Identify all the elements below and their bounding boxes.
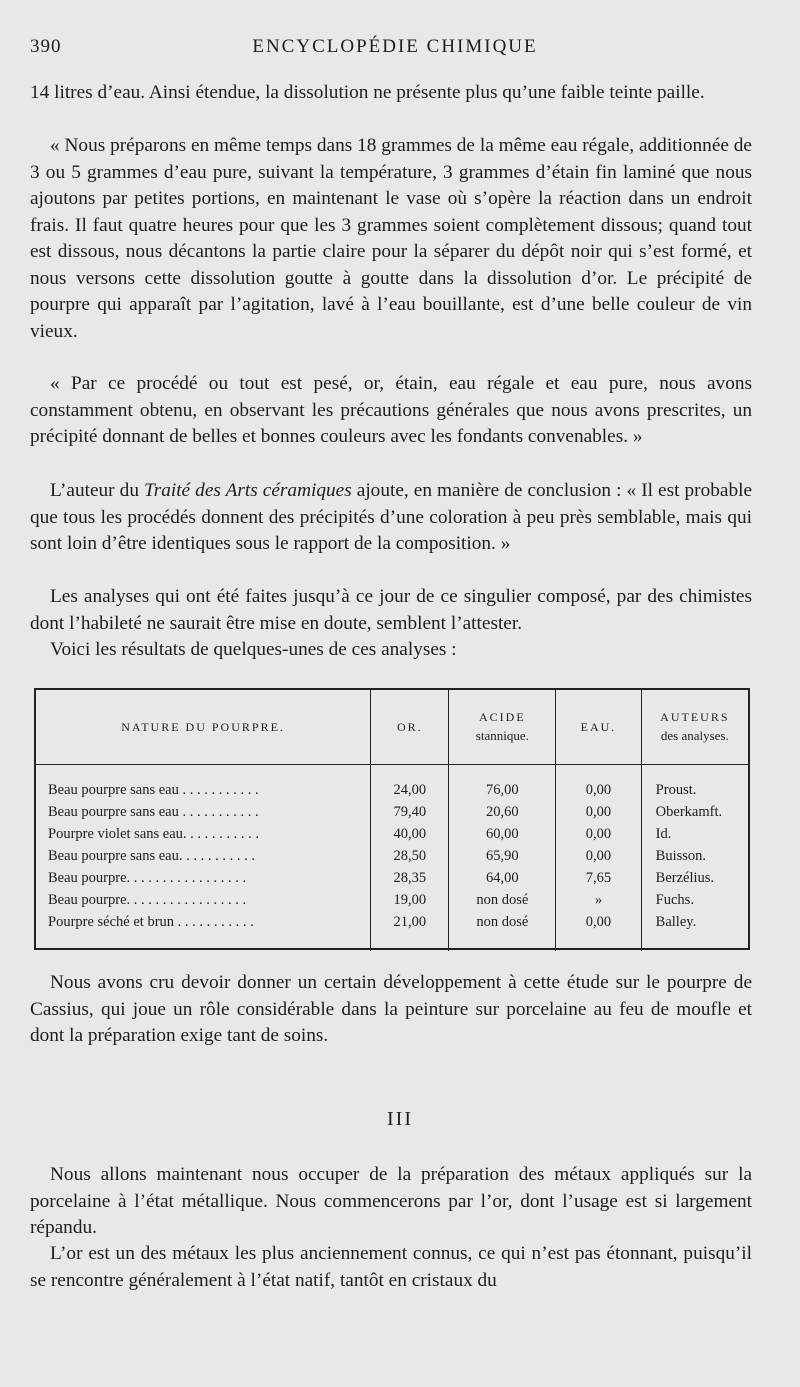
table-row [36,911,748,933]
cell-auteur: Id. [641,823,748,845]
paragraph-or-native-text: L’or est un des métaux les plus anciennement connus, ce qui n’est pas étonnant, puisqu’il se rencontre généralement à l’état natif, tantôt en cristaux du [30,1243,752,1291]
cell-or: 28,35 [371,867,449,889]
header-nature: NATURE DU POURPRE. [36,690,371,765]
running-title: ENCYCLOPÉDIE CHIMIQUE [252,36,538,57]
cell-eau: 0,00 [556,911,641,933]
cell-acide: 60,00 [449,823,556,845]
cell-nature: Beau pourpre sans eau . . . . . . . . . . . [48,803,259,820]
cell-nature: Beau pourpre. . . . . . . . . . . . . . . . . [48,891,247,908]
paragraph-metals-intro [30,1162,752,1242]
table-row [36,765,748,802]
cell-eau: 0,00 [556,845,641,867]
cell-or: 19,00 [371,889,449,911]
table-filler-row [36,933,748,951]
cell-acide: 65,90 [449,845,556,867]
cell-nature: Beau pourpre sans eau. . . . . . . . . . . [48,847,255,864]
cell-nature: Beau pourpre. . . . . . . . . . . . . . . . . [48,869,247,886]
cell-eau: 7,65 [556,867,641,889]
cell-auteur: Berzélius. [641,867,748,889]
paragraph-intro-table [30,637,752,664]
conclusion-after: ajoute, en manière de conclusion : « Il est probable que tous les procédés donnent des précipités d’une coloration à peu près semblable, mais qui sont loin d’être identiques sous le rapport de la composition. » [30,480,753,554]
paragraph-quote-preparation [30,133,752,345]
table-row [36,823,748,845]
analyses-table [34,688,750,950]
cell-auteur: Fuchs. [641,889,748,911]
paragraph-after-table-text: Nous avons cru devoir donner un certain développement à cette étude sur le pourpre de Cassius, qui joue un rôle considérable dans la peinture sur porcelaine au feu de moufle et dont la préparation exige tant de soins. [30,972,752,1046]
page-number: 390 [30,36,62,57]
table-row [36,845,748,867]
cell-or: 21,00 [371,911,449,933]
cell-eau: 0,00 [556,765,641,802]
cell-acide: non dosé [449,889,556,911]
cell-auteur: Oberkamft. [641,801,748,823]
cell-or: 40,00 [371,823,449,845]
paragraph-analyses [30,584,752,637]
cell-or: 24,00 [371,765,449,802]
cell-nature: Pourpre violet sans eau. . . . . . . . . . . [48,825,260,842]
cell-nature: Beau pourpre sans eau . . . . . . . . . . . [48,781,259,798]
table-row [36,867,748,889]
paragraph-metals-intro-text: Nous allons maintenant nous occuper de la préparation des métaux appliqués sur la porcelaine à l’état métallique. Nous commencerons par l’or, dont l’usage est si largement répandu. [30,1164,752,1238]
cell-acide: 76,00 [449,765,556,802]
paragraph-or-native [30,1241,752,1294]
cell-eau: » [556,889,641,911]
header-eau: EAU. [556,690,641,765]
header-acide-label: ACIDE [479,710,526,724]
header-acide [449,690,556,765]
paragraph-after-table [30,970,752,1050]
paragraph-quote-preparation-text: « Nous préparons en même temps dans 18 grammes de la même eau régale, additionnée de 3 ou 5 grammes d’eau pure, suivant la température, 3 grammes d’étain fin laminé que nous ajoutons par petites portions, en maintenant le vase où s’opère la réaction dans un endroit frais. Il faut quatre heures pour que les 3 grammes soient complètement dissous; quand tout est dissous, nous décantons la partie claire pour la séparer du dépôt noir qui s’est formé, et nous versons cette dissolution goutte à goutte dans la dissolution d’or. Le précipité de pourpre qui apparaît par l’agitation, lavé à l’eau bouillante, est d’une belle couleur de vin vieux. [30,135,752,342]
cell-or: 79,40 [371,801,449,823]
table-header-row [36,690,748,765]
cell-nature: Pourpre séché et brun . . . . . . . . . . . [48,913,254,930]
cell-auteur: Buisson. [641,845,748,867]
paragraph-analyses-text: Les analyses qui ont été faites jusqu’à ce jour de ce singulier composé, par des chimistes dont l’habileté ne saurait être mise en doute, semblent l’attester. [30,586,752,634]
paragraph-intro-table-text: Voici les résultats de quelques-unes de ces analyses : [50,639,457,660]
cell-or: 28,50 [371,845,449,867]
paragraph-continuation: 14 litres d’eau. Ainsi étendue, la dissolution ne présente plus qu’une faible teinte paille. [30,82,705,103]
header-or: OR. [371,690,449,765]
header-auteurs-sub: des analyses. [660,728,729,743]
cell-eau: 0,00 [556,823,641,845]
header-auteurs-label: AUTEURS [660,710,730,724]
paragraph-conclusion [30,478,752,558]
cell-acide: non dosé [449,911,556,933]
paragraph-quote-procedure-text: « Par ce procédé ou tout est pesé, or, étain, eau régale et eau pure, nous avons constamment obtenu, en observant les précautions générales que nous avons prescrites, un précipité donnant de belles et bonnes couleurs avec les fondants convenables. » [30,373,752,447]
table-row [36,801,748,823]
cell-acide: 64,00 [449,867,556,889]
cell-auteur: Proust. [641,765,748,802]
paragraph-quote-procedure [30,371,752,451]
table-row [36,889,748,911]
cell-auteur: Balley. [641,911,748,933]
page-header [30,36,760,66]
book-title: Traité des Arts céramiques [144,480,352,501]
header-acide-sub: stannique. [475,728,529,743]
conclusion-before: L’auteur du [50,480,145,501]
section-heading: III [387,1108,413,1130]
cell-acide: 20,60 [449,801,556,823]
header-auteurs [641,690,748,765]
cell-eau: 0,00 [556,801,641,823]
